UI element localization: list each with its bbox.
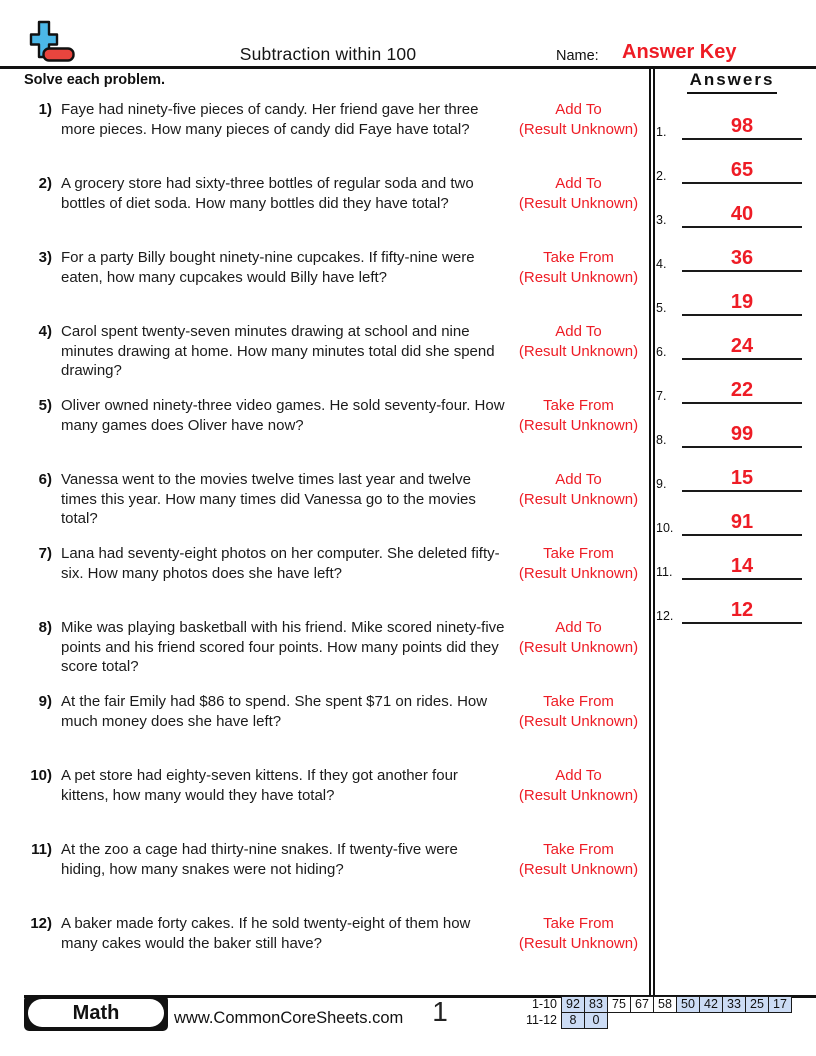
problem-row <box>0 544 652 583</box>
problem-number: 9) <box>38 693 52 710</box>
answer-value: 14 <box>730 555 754 577</box>
problem-text: Faye had ninety-five pieces of candy. Her friend gave her three more pieces. How many pieces of candy did Faye have total? <box>61 101 479 138</box>
answer-value: 65 <box>730 159 754 181</box>
header-rule <box>0 66 816 69</box>
problem-text: A baker made forty cakes. If he sold twenty-eight of them how many cakes would the baker still have? <box>61 915 471 952</box>
problem-tag <box>505 174 652 213</box>
instructions-text: Solve each problem. <box>24 72 166 88</box>
problem-tag-type: Take From <box>543 693 614 710</box>
problem-tag <box>505 766 652 805</box>
answer-key-value: Answer Key <box>622 41 737 63</box>
answer-blank-line <box>682 292 802 316</box>
problem-tag-detail: (Result Unknown) <box>518 194 639 212</box>
problem-number: 2) <box>38 175 52 192</box>
problem-tag-type: Take From <box>543 545 614 562</box>
problem-tag-type: Add To <box>555 471 602 488</box>
problem-number: 1) <box>38 101 52 118</box>
problem-row <box>0 174 652 213</box>
problem-row <box>0 766 652 805</box>
answer-blank-line <box>682 248 802 272</box>
problem-tag-type: Add To <box>555 101 602 118</box>
problem-row <box>0 470 652 529</box>
answers-heading: Answers <box>657 70 807 94</box>
score-cells <box>562 1012 608 1029</box>
answer-number-label: 2. <box>656 169 667 183</box>
problem-tag <box>505 248 652 287</box>
problem-text: Lana had seventy-eight photos on her computer. She deleted fifty-six. How many photos does she have left? <box>61 545 500 582</box>
answer-number-label: 5. <box>656 301 667 315</box>
answer-value: 24 <box>730 335 754 357</box>
problem-row <box>0 914 652 953</box>
problem-tag-type: Take From <box>543 249 614 266</box>
answer-row <box>656 418 802 448</box>
problem-tag-detail: (Result Unknown) <box>518 416 639 434</box>
answer-number-label: 4. <box>656 257 667 271</box>
answer-number-label: 12. <box>656 609 674 623</box>
answer-blank-line <box>682 336 802 360</box>
problem-tag-detail: (Result Unknown) <box>518 564 639 582</box>
problem-tag <box>505 544 652 583</box>
problem-tag-type: Take From <box>543 841 614 858</box>
problem-tag-detail: (Result Unknown) <box>518 934 639 952</box>
answer-row <box>656 154 802 184</box>
problem-tag-detail: (Result Unknown) <box>518 786 639 804</box>
problem-tag-detail: (Result Unknown) <box>518 490 639 508</box>
score-cell: 58 <box>653 996 677 1013</box>
subject-badge <box>24 995 168 1031</box>
answer-value: 98 <box>730 115 754 137</box>
answer-value: 19 <box>730 291 754 313</box>
problem-tag-type: Take From <box>543 915 614 932</box>
problem-tag-detail: (Result Unknown) <box>518 268 639 286</box>
score-cell: 75 <box>607 996 631 1013</box>
answer-value: 15 <box>730 467 754 489</box>
problem-tag <box>505 470 652 509</box>
problem-text: A pet store had eighty-seven kittens. If they got another four kittens, how many would they have total? <box>61 767 458 804</box>
answer-row <box>656 506 802 536</box>
score-row-2 <box>520 1012 608 1029</box>
problem-tag-type: Add To <box>555 767 602 784</box>
problem-tag <box>505 322 652 361</box>
answer-number-label: 10. <box>656 521 674 535</box>
problem-number: 12) <box>30 915 52 932</box>
answer-blank-line <box>682 600 802 624</box>
answer-blank-line <box>682 512 802 536</box>
answer-value: 36 <box>730 247 754 269</box>
problem-number: 10) <box>30 767 52 784</box>
score-cell: 33 <box>722 996 746 1013</box>
problem-tag <box>505 840 652 879</box>
problem-row <box>0 840 652 879</box>
answer-number-label: 11. <box>656 565 673 579</box>
problem-number: 7) <box>38 545 52 562</box>
problem-number: 5) <box>38 397 52 414</box>
score-cell: 50 <box>676 996 700 1013</box>
problem-row <box>0 248 652 287</box>
problem-text: Carol spent twenty-seven minutes drawing at school and nine minutes drawing at home. How many minutes total did she spend drawing? <box>61 323 495 379</box>
answer-number-label: 9. <box>656 477 667 491</box>
problem-tag-type: Add To <box>555 619 602 636</box>
problem-tag-detail: (Result Unknown) <box>518 860 639 878</box>
problem-text: For a party Billy bought ninety-nine cupcakes. If fifty-nine were eaten, how many cupcakes would Billy have left? <box>61 249 475 286</box>
problem-tag-detail: (Result Unknown) <box>518 638 639 656</box>
answer-row <box>656 330 802 360</box>
problem-row <box>0 322 652 381</box>
answer-row <box>656 286 802 316</box>
problem-tag <box>505 618 652 657</box>
problem-tag <box>505 100 652 139</box>
page-number: 1 <box>432 996 448 1027</box>
answer-row <box>656 242 802 272</box>
problem-row <box>0 100 652 139</box>
answer-row <box>656 110 802 140</box>
problem-text: Vanessa went to the movies twelve times last year and twelve times this year. How many times did Vanessa go to the movies total? <box>61 471 476 527</box>
answer-blank-line <box>682 116 802 140</box>
answer-value: 12 <box>730 599 754 621</box>
problem-tag <box>505 692 652 731</box>
problem-row <box>0 396 652 435</box>
problem-text: At the zoo a cage had thirty-nine snakes. If twenty-five were hiding, how many snakes were not hiding? <box>61 841 458 878</box>
score-cell: 25 <box>745 996 769 1013</box>
problem-number: 4) <box>38 323 52 340</box>
worksheet-title: Subtraction within 100 <box>239 44 417 64</box>
problem-tag <box>505 396 652 435</box>
problem-tag <box>505 914 652 953</box>
answer-blank-line <box>682 424 802 448</box>
score-row-1 <box>520 996 792 1013</box>
problem-row <box>0 692 652 731</box>
problem-text: Mike was playing basketball with his friend. Mike scored ninety-five points and his friend scored four points. How many points did they score total? <box>61 619 505 675</box>
problem-number: 3) <box>38 249 52 266</box>
name-label: Name: <box>556 48 599 64</box>
score-cell: 67 <box>630 996 654 1013</box>
answer-value: 40 <box>730 203 754 225</box>
problem-tag-detail: (Result Unknown) <box>518 120 639 138</box>
answer-blank-line <box>682 204 802 228</box>
answer-blank-line <box>682 380 802 404</box>
answer-number-label: 7. <box>656 389 667 403</box>
answer-row <box>656 462 802 492</box>
answer-row <box>656 550 802 580</box>
answer-number-label: 6. <box>656 345 667 359</box>
problem-text: A grocery store had sixty-three bottles of regular soda and two bottles of diet soda. How many bottles did they have total? <box>61 175 474 212</box>
problem-row <box>0 618 652 677</box>
problem-tag-detail: (Result Unknown) <box>518 342 639 360</box>
answer-number-label: 1. <box>656 125 667 139</box>
score-cell: 17 <box>768 996 792 1013</box>
answer-row <box>656 594 802 624</box>
score-row-label: 11-12 <box>525 1013 557 1027</box>
answer-blank-line <box>682 468 802 492</box>
answer-value: 91 <box>730 511 754 533</box>
problem-tag-detail: (Result Unknown) <box>518 712 639 730</box>
score-row-label: 1-10 <box>531 997 557 1011</box>
answer-blank-line <box>682 160 802 184</box>
answer-blank-line <box>682 556 802 580</box>
problem-tag-type: Add To <box>555 175 602 192</box>
score-cell: 83 <box>584 996 608 1013</box>
problem-text: At the fair Emily had $86 to spend. She spent $71 on rides. How much money does she have left? <box>61 693 488 730</box>
problem-text: Oliver owned ninety-three video games. He sold seventy-four. How many games does Oliver have now? <box>61 397 505 434</box>
problem-number: 8) <box>38 619 52 636</box>
answer-number-label: 3. <box>656 213 667 227</box>
subject-badge-label: Math <box>28 999 164 1027</box>
problem-tag-type: Take From <box>543 397 614 414</box>
answer-row <box>656 198 802 228</box>
answer-row <box>656 374 802 404</box>
problem-number: 6) <box>38 471 52 488</box>
score-cell: 42 <box>699 996 723 1013</box>
website-link[interactable]: www.CommonCoreSheets.com <box>174 1009 404 1027</box>
score-cell: 8 <box>561 1012 585 1029</box>
answer-number-label: 8. <box>656 433 667 447</box>
answer-value: 22 <box>730 379 754 401</box>
answer-value: 99 <box>730 423 754 445</box>
problem-number: 11) <box>31 841 52 858</box>
problem-tag-type: Add To <box>555 323 602 340</box>
score-cell: 92 <box>561 996 585 1013</box>
score-cell: 0 <box>584 1012 608 1029</box>
score-cells <box>562 996 792 1013</box>
